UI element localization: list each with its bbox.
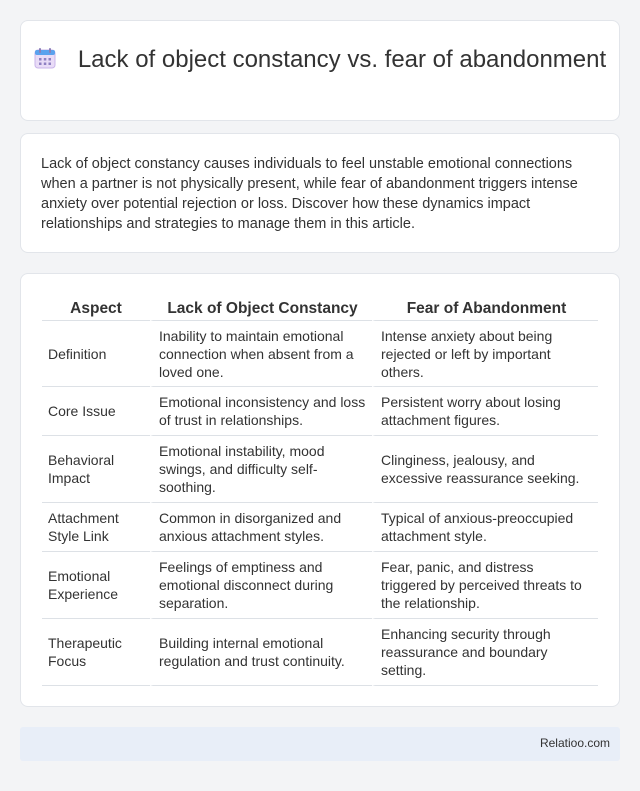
header-aspect: Aspect	[42, 297, 150, 321]
table-row	[42, 503, 598, 552]
row-object-constancy: Emotional instability, mood swings, and difficulty self-soothing.	[150, 436, 372, 503]
row-fear-abandonment: Enhancing security through reassurance and boundary setting.	[372, 619, 598, 686]
row-aspect: Definition	[42, 321, 150, 387]
header-fear-abandonment: Fear of Abandonment	[372, 297, 598, 321]
row-fear-abandonment: Typical of anxious-preoccupied attachment style.	[372, 503, 598, 552]
row-aspect: Attachment Style Link	[42, 503, 150, 552]
table-row	[42, 619, 598, 686]
table-header-row	[42, 297, 598, 321]
comparison-table	[42, 297, 598, 686]
row-fear-abandonment: Clinginess, jealousy, and excessive reassurance seeking.	[372, 436, 598, 503]
title-card	[20, 20, 620, 121]
table-row	[42, 436, 598, 503]
calendar-icon	[34, 47, 56, 69]
title-wrap	[21, 45, 619, 74]
row-aspect: Core Issue	[42, 387, 150, 436]
table-row	[42, 321, 598, 387]
header-object-constancy: Lack of Object Constancy	[150, 297, 372, 321]
footer-brand[interactable]: Relatioo.com	[539, 736, 610, 750]
intro-paragraph: Lack of object constancy causes individuals to feel unstable emotional connections when a partner is not physically present, while fear of abandonment triggers intense anxiety over potential rejection or loss. Discover how these dynamics impact relationships and strategies to manage them in this article.	[41, 156, 578, 232]
footer-bar	[20, 727, 620, 761]
page-title: Lack of object constancy vs. fear of abandonment	[77, 46, 607, 73]
row-aspect: Emotional Experience	[42, 552, 150, 619]
row-fear-abandonment: Persistent worry about losing attachment figures.	[372, 387, 598, 436]
comparison-card	[20, 273, 620, 707]
row-fear-abandonment: Intense anxiety about being rejected or left by important others.	[372, 321, 598, 387]
row-aspect: Behavioral Impact	[42, 436, 150, 503]
row-object-constancy: Emotional inconsistency and loss of trust in relationships.	[150, 387, 372, 436]
row-aspect: Therapeutic Focus	[42, 619, 150, 686]
row-fear-abandonment: Fear, panic, and distress triggered by perceived threats to the relationship.	[372, 552, 598, 619]
row-object-constancy: Common in disorganized and anxious attachment styles.	[150, 503, 372, 552]
row-object-constancy: Feelings of emptiness and emotional disconnect during separation.	[150, 552, 372, 619]
intro-card	[20, 133, 620, 253]
table-row	[42, 552, 598, 619]
table-row	[42, 387, 598, 436]
row-object-constancy: Building internal emotional regulation and trust continuity.	[150, 619, 372, 686]
row-object-constancy: Inability to maintain emotional connection when absent from a loved one.	[150, 321, 372, 387]
